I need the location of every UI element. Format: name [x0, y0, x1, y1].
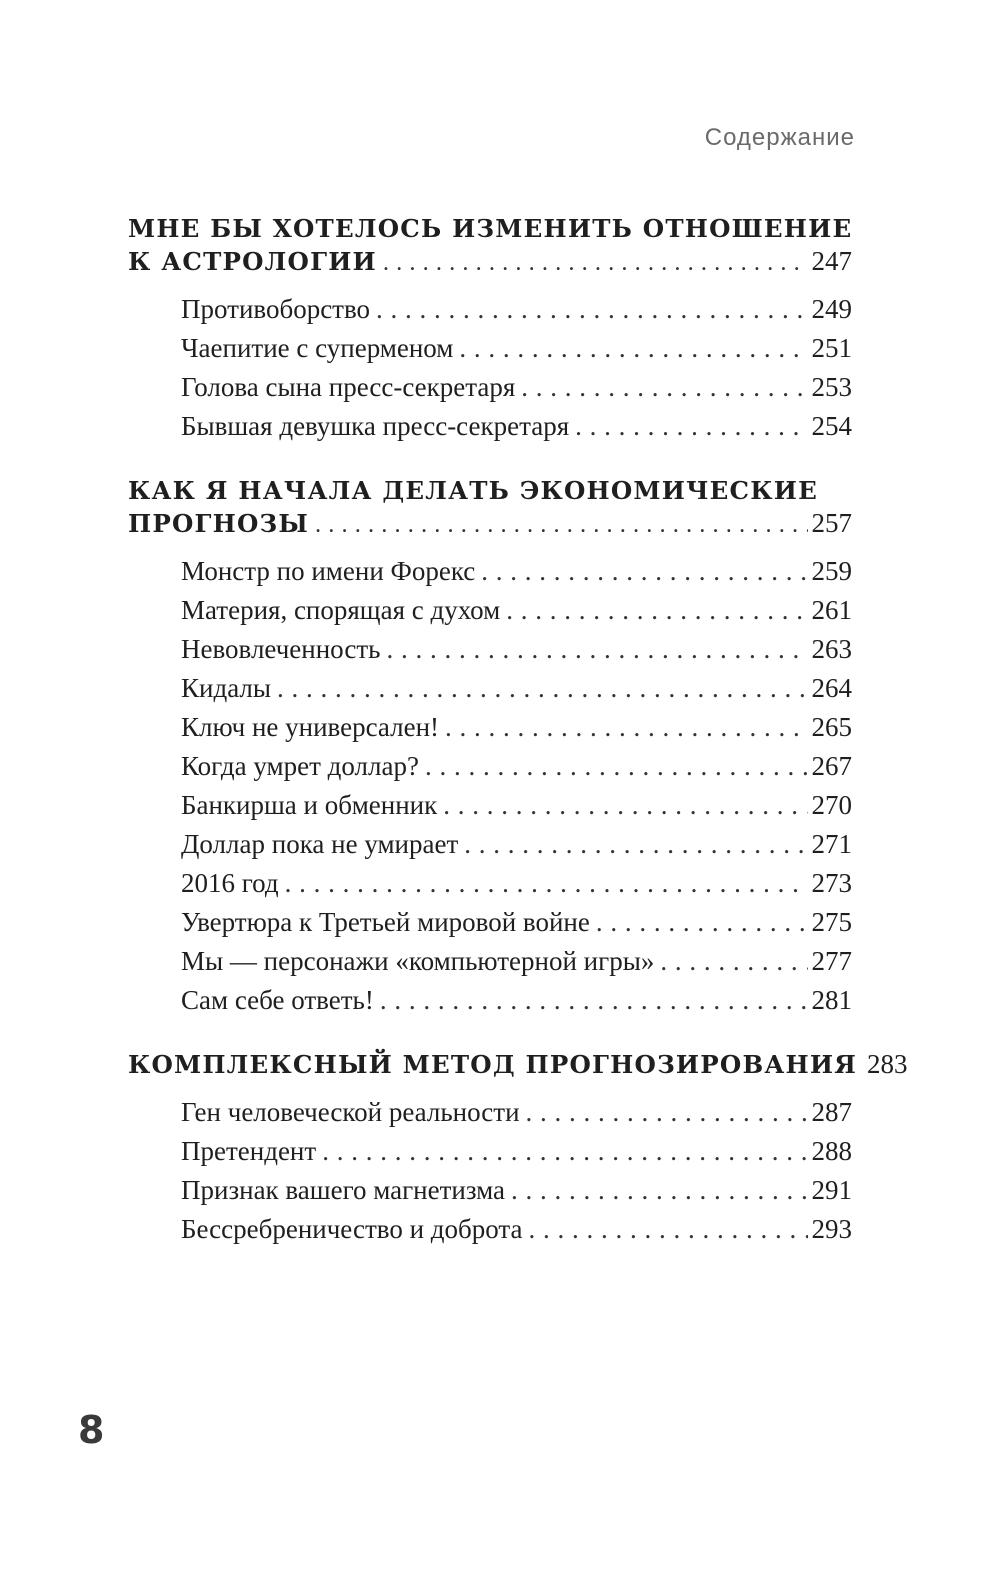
dot-leader — [464, 825, 807, 864]
entry-page-number: 291 — [811, 1175, 852, 1205]
entry-title: Увертюра к Третьей мировой войне — [181, 907, 590, 937]
entry-title: Признак вашего магнетизма — [181, 1175, 506, 1205]
entry-title: Банкирша и обменник — [181, 790, 438, 820]
toc-entry[interactable] — [181, 329, 852, 368]
toc-entry[interactable] — [181, 552, 852, 591]
entry-title: 2016 год — [181, 868, 279, 898]
entry-page-number: 265 — [811, 712, 852, 742]
dot-leader — [386, 630, 807, 669]
entry-page-number: 270 — [811, 790, 852, 820]
page-number: 8 — [78, 1408, 105, 1452]
toc-section — [128, 212, 852, 446]
entry-title: Монстр по имени Форекс — [181, 556, 476, 586]
entry-title: Чаепитие с суперменом — [181, 333, 454, 363]
toc-entry[interactable] — [181, 981, 852, 1020]
section-heading[interactable] — [128, 474, 852, 541]
dot-leader — [380, 981, 808, 1020]
dot-leader — [322, 1132, 807, 1171]
section-title: КОМПЛЕКСНЫЙ МЕТОД ПРОГНОЗИРОВАНИЯ — [128, 1050, 858, 1079]
entry-title: Когда умрет доллар? — [181, 751, 419, 781]
entry-page-number: 267 — [811, 751, 852, 781]
toc-entry[interactable] — [181, 942, 852, 981]
dot-leader — [529, 1210, 808, 1249]
toc-entry[interactable] — [181, 368, 852, 407]
entry-title: Материя, спорящая с духом — [181, 595, 501, 625]
dot-leader — [506, 591, 807, 630]
section-page-number: 247 — [811, 246, 852, 276]
dot-leader — [575, 407, 807, 446]
dot-leader — [481, 552, 807, 591]
section-title-row — [128, 507, 852, 541]
entry-title: Мы — персонажи «компьютерной игры» — [181, 946, 655, 976]
entry-page-number: 271 — [811, 829, 852, 859]
entry-page-number: 264 — [811, 673, 852, 703]
section-title-row — [128, 245, 852, 279]
section-page-number: 257 — [811, 508, 852, 538]
toc-entry[interactable] — [181, 591, 852, 630]
toc-entry[interactable] — [181, 1093, 852, 1132]
toc-entry[interactable] — [181, 825, 852, 864]
entry-page-number: 293 — [811, 1214, 852, 1244]
dot-leader — [376, 290, 807, 329]
dot-leader — [526, 1093, 808, 1132]
entry-page-number: 277 — [811, 946, 852, 976]
dot-leader — [459, 329, 807, 368]
entry-page-number: 261 — [811, 595, 852, 625]
entry-title: Невовлеченность — [181, 634, 381, 664]
entry-page-number: 254 — [811, 411, 852, 441]
toc-entry[interactable] — [181, 864, 852, 903]
section-title-line1: МНЕ БЫ ХОТЕЛОСЬ ИЗМЕНИТЬ ОТНОШЕНИЕ — [128, 214, 853, 243]
table-of-contents — [128, 212, 908, 1249]
toc-section — [128, 474, 852, 1020]
dot-leader — [277, 669, 807, 708]
toc-entry[interactable] — [181, 903, 852, 942]
entry-page-number: 287 — [811, 1097, 852, 1127]
entry-page-number: 288 — [811, 1136, 852, 1166]
dot-leader — [315, 508, 807, 541]
section-heading[interactable] — [128, 1048, 908, 1082]
entry-title: Претендент — [181, 1136, 317, 1166]
toc-entry[interactable] — [181, 630, 852, 669]
toc-entry[interactable] — [181, 1171, 852, 1210]
toc-entry[interactable] — [181, 1132, 852, 1171]
entry-page-number: 273 — [811, 868, 852, 898]
dot-leader — [511, 1171, 807, 1210]
toc-section — [128, 1048, 908, 1249]
entry-page-number: 275 — [811, 907, 852, 937]
entry-title: Кидалы — [181, 673, 272, 703]
entry-page-number: 263 — [811, 634, 852, 664]
entry-page-number: 259 — [811, 556, 852, 586]
toc-entry[interactable] — [181, 747, 852, 786]
entry-title: Бывшая девушка пресс-секретаря — [181, 411, 570, 441]
toc-entry[interactable] — [181, 290, 852, 329]
dot-leader — [383, 246, 808, 279]
entry-title: Бессребреничество и доброта — [181, 1214, 523, 1244]
toc-entry[interactable] — [181, 669, 852, 708]
dot-leader — [596, 903, 808, 942]
section-title-line1: КАК Я НАЧАЛА ДЕЛАТЬ ЭКОНОМИЧЕСКИЕ — [128, 476, 818, 505]
toc-entry[interactable] — [181, 1210, 852, 1249]
entry-page-number: 281 — [811, 985, 852, 1015]
entry-page-number: 249 — [811, 294, 852, 324]
entry-title: Ген человеческой реальности — [181, 1097, 520, 1127]
entry-page-number: 251 — [811, 333, 852, 363]
section-page-number: 283 — [867, 1049, 908, 1079]
dot-leader — [445, 708, 807, 747]
entry-title: Голова сына пресс-секретаря — [181, 372, 516, 402]
dot-leader — [660, 942, 807, 981]
toc-entry[interactable] — [181, 708, 852, 747]
dot-leader — [425, 747, 808, 786]
section-entries — [128, 290, 852, 446]
section-entries — [128, 552, 852, 1020]
section-title-row — [128, 1048, 908, 1082]
entry-title: Доллар пока не умирает — [181, 829, 459, 859]
section-heading[interactable] — [128, 212, 852, 279]
dot-leader — [521, 368, 807, 407]
section-title-line2: К АСТРОЛОГИИ — [128, 247, 377, 276]
section-title-line2: ПРОГНОЗЫ — [128, 509, 310, 538]
entry-title: Ключ не универсален! — [181, 712, 440, 742]
dot-leader — [443, 786, 807, 825]
entry-title: Противоборство — [181, 294, 371, 324]
dot-leader — [285, 864, 808, 903]
toc-entry[interactable] — [181, 407, 852, 446]
entry-title: Сам себе ответь! — [181, 985, 374, 1015]
running-head: Содержание — [704, 124, 855, 151]
section-entries — [128, 1093, 852, 1249]
toc-entry[interactable] — [181, 786, 852, 825]
entry-page-number: 253 — [811, 372, 852, 402]
